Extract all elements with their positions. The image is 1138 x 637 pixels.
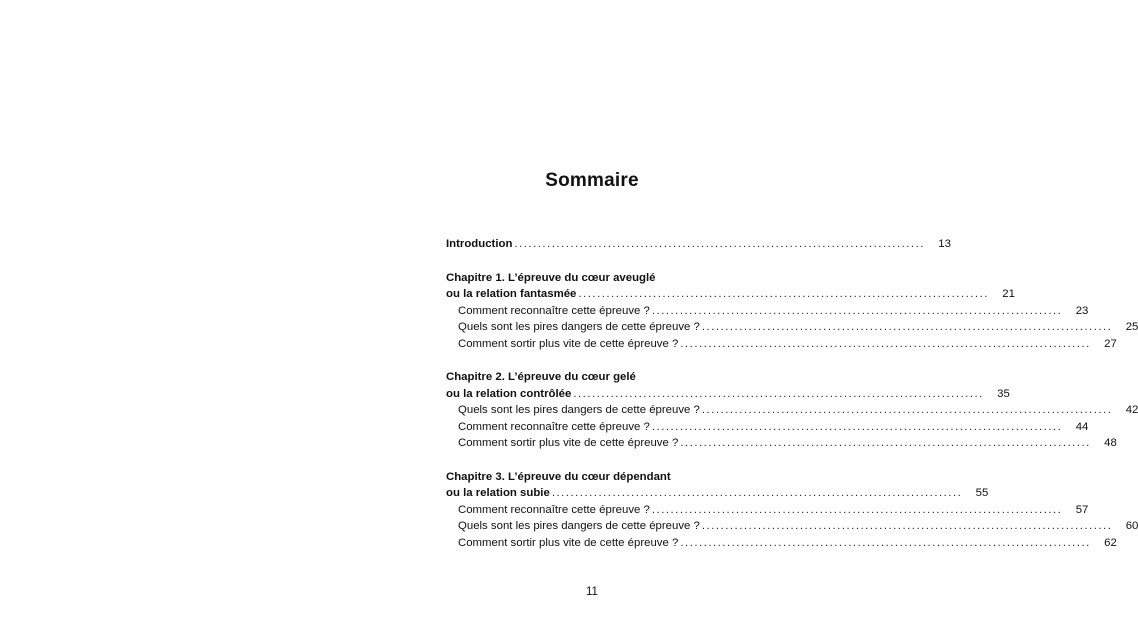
chapter-heading: Chapitre 2. L’épreuve du cœur gelé	[446, 371, 636, 383]
toc-page-number: 55	[975, 487, 989, 499]
dot-leader: ........................................................................................	[680, 437, 1091, 449]
toc-subentry	[446, 518, 1138, 535]
table-of-contents	[446, 236, 1138, 551]
toc-page-number: 27	[1104, 337, 1117, 350]
toc-subentry	[446, 319, 1138, 336]
chapter-subtitle: ou la relation contrôlée	[446, 387, 572, 400]
toc-page-number: 48	[1104, 437, 1117, 449]
toc-entry-introduction	[446, 236, 951, 253]
dot-leader: ........................................................................................	[573, 387, 984, 400]
dot-leader: ........................................................................................	[701, 520, 1113, 532]
dot-leader: ........................................................................................	[551, 487, 963, 499]
toc-page-number: 62	[1104, 536, 1117, 549]
dot-leader: ........................................................................................	[651, 503, 1063, 516]
chapter-heading: Chapitre 1. L’épreuve du cœur aveuglé	[446, 271, 656, 284]
toc-page-number: 23	[1075, 304, 1089, 317]
subentry-label: Comment sortir plus vite de cette épreuve ?	[458, 536, 679, 549]
toc-subentry	[446, 502, 1089, 519]
toc-chapter-1	[446, 270, 1138, 353]
toc-page-number: 21	[1002, 288, 1015, 300]
subentry-label: Comment sortir plus vite de cette épreuve ?	[458, 437, 679, 449]
toc-page-number: 42	[1125, 404, 1138, 416]
subentry-label: Quels sont les pires dangers de cette épreuve ?	[458, 404, 700, 416]
subentry-label: Quels sont les pires dangers de cette épreuve ?	[458, 321, 700, 333]
subentry-label: Comment reconnaître cette épreuve ?	[458, 503, 650, 516]
toc-page-number: 13	[938, 238, 951, 250]
dot-leader: ........................................................................................	[680, 536, 1091, 549]
toc-page-number: 35	[997, 387, 1010, 400]
toc-page-number: 57	[1075, 503, 1089, 516]
toc-page-number: 44	[1075, 420, 1089, 433]
toc-chapter-3	[446, 469, 1138, 552]
toc-subentry	[446, 435, 1117, 452]
subentry-label: Comment sortir plus vite de cette épreuve ?	[458, 337, 679, 350]
toc-chapter-2	[446, 369, 1138, 452]
dot-leader: ........................................................................................	[651, 420, 1063, 433]
dot-leader: ........................................................................................	[651, 304, 1063, 317]
toc-entry-label: Introduction	[446, 238, 513, 250]
toc-subentry	[446, 336, 1117, 353]
toc-page-number: 25	[1125, 321, 1138, 333]
subentry-label: Comment reconnaître cette épreuve ?	[458, 304, 650, 317]
toc-subentry	[446, 402, 1138, 419]
chapter-heading: Chapitre 3. L’épreuve du cœur dépendant	[446, 470, 671, 483]
dot-leader: ........................................................................................	[514, 238, 925, 250]
toc-subentry	[446, 303, 1089, 320]
dot-leader: ........................................................................................	[701, 321, 1113, 333]
dot-leader: ........................................................................................	[578, 288, 989, 300]
page-title: Sommaire	[545, 170, 639, 191]
toc-page-number: 60	[1125, 520, 1138, 532]
toc-subentry	[446, 419, 1089, 436]
chapter-subtitle: ou la relation subie	[446, 487, 550, 499]
page-number: 11	[586, 586, 598, 598]
subentry-label: Quels sont les pires dangers de cette épreuve ?	[458, 520, 700, 532]
dot-leader: ........................................................................................	[701, 404, 1113, 416]
chapter-subtitle: ou la relation fantasmée	[446, 288, 577, 300]
toc-subentry	[446, 535, 1117, 552]
dot-leader: ........................................................................................	[680, 337, 1091, 350]
subentry-label: Comment reconnaître cette épreuve ?	[458, 420, 650, 433]
